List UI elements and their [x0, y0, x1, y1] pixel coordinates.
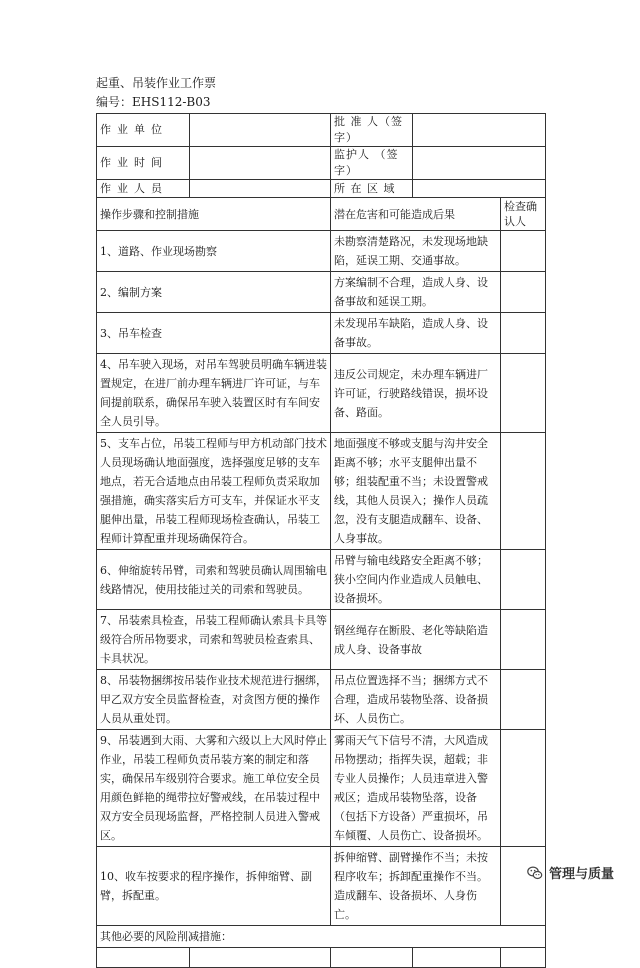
document-title: 起重、吊装作业工作票	[96, 76, 217, 90]
column-header-hazards: 潜在危害和可能造成后果	[331, 198, 501, 231]
hazard-cell: 违反公司规定，未办理车辆进厂许可证，行驶路线错误，损坏设备、路面。	[331, 354, 501, 433]
confirm-cell[interactable]	[501, 354, 546, 433]
work-permit-table	[96, 113, 546, 968]
column-header-row	[97, 198, 546, 231]
confirm-cell[interactable]	[501, 847, 546, 926]
step-cell: 3、吊车检查	[97, 313, 331, 354]
info-value-time[interactable]	[190, 147, 331, 180]
step-cell: 4、吊车驶入现场，对吊车驾驶员明确车辆进装置规定，在进厂前办理车辆进厂许可证，与车间提前联系，确保吊车驶入装置区时有车间安全人员引导。	[97, 354, 331, 433]
info-label-time: 作业时间	[97, 147, 190, 180]
column-header-steps: 操作步骤和控制措施	[97, 198, 331, 231]
info-value-guardian[interactable]	[413, 147, 546, 180]
wechat-icon	[527, 865, 543, 881]
step-cell: 7、吊装索具检查，吊装工程师确认索具卡具等级符合所吊物要求，司索和驾驶员检查索具、卡具状况。	[97, 610, 331, 670]
table-row	[97, 272, 546, 313]
other-measures-cell[interactable]	[97, 948, 190, 968]
table-row	[97, 610, 546, 670]
other-measures-entry-row	[97, 948, 546, 968]
hazard-cell: 拆伸缩臂、副臂操作不当；未按程序收车；拆卸配重操作不当。造成翻车、设备损坏、人身伤亡。	[331, 847, 501, 926]
info-label-area: 所 在 区 域	[331, 180, 413, 198]
watermark-text: 管理与质量	[548, 867, 614, 882]
other-measures-cell[interactable]	[501, 948, 546, 968]
info-value-approver[interactable]	[413, 114, 546, 147]
table-row	[97, 550, 546, 610]
hazard-cell: 未发现吊车缺陷，造成人身、设备事故。	[331, 313, 501, 354]
table-row	[97, 847, 546, 926]
step-cell: 9、吊装遇到大雨、大雾和六级以上大风时停止作业，吊装工程师负责吊装方案的制定和落实，确保吊车级别符合要求。施工单位安全员用颜色鲜艳的绳带拉好警戒线，在吊装过程中双方安全员现场监督，严格控制人员进入警戒区。	[97, 730, 331, 847]
table-row	[97, 730, 546, 847]
step-cell: 6、伸缩旋转吊臂，司索和驾驶员确认周围输电线路情况，使用技能过关的司索和驾驶员。	[97, 550, 331, 610]
info-value-unit[interactable]	[190, 114, 331, 147]
table-row	[97, 231, 546, 272]
confirm-cell[interactable]	[501, 433, 546, 550]
table-row	[97, 354, 546, 433]
hazard-cell: 钢丝绳存在断股、老化等缺陷造成人身、设备事故	[331, 610, 501, 670]
info-label-unit: 作业单位	[97, 114, 190, 147]
step-cell: 10、收车按要求的程序操作，拆伸缩臂、副臂，拆配重。	[97, 847, 331, 926]
document-header	[96, 74, 216, 112]
info-label-guardian: 监护人 （签字）	[331, 147, 413, 180]
table-row	[97, 670, 546, 730]
info-row-unit	[97, 114, 546, 147]
hazard-cell: 未勘察清楚路况，未发现场地缺陷，延误工期、交通事故。	[331, 231, 501, 272]
step-cell: 8、吊装物捆绑按吊装作业技术规范进行捆绑，甲乙双方安全员监督检查，对贪图方便的操作人员从重处罚。	[97, 670, 331, 730]
info-label-personnel: 作业人员	[97, 180, 190, 198]
other-measures-cell[interactable]	[331, 948, 413, 968]
step-cell: 1、道路、作业现场勘察	[97, 231, 331, 272]
hazard-cell: 方案编制不合理，造成人身、设备事故和延误工期。	[331, 272, 501, 313]
step-cell: 5、支车占位，吊装工程师与甲方机动部门技术人员现场确认地面强度，选择强度足够的支车地点，若无合适地点由吊装工程师负责采取加强措施，确实落实后方可支车，并保证水平支腿伸出量，吊装工程师现场检查确认，吊装工程师计算配重并现场确保符合。	[97, 433, 331, 550]
hazard-cell: 雾雨天气下信号不清，大风造成吊物摆动；指挥失误，超载；非专业人员操作；人员违章进入警戒区；造成吊装物坠落，设备（包括下方设备）严重损坏，吊车倾覆、人员伤亡、设备损坏。	[331, 730, 501, 847]
info-row-time	[97, 147, 546, 180]
other-measures-cell[interactable]	[190, 948, 331, 968]
info-value-area[interactable]	[413, 180, 546, 198]
confirm-cell[interactable]	[501, 313, 546, 354]
table-row	[97, 433, 546, 550]
confirm-cell[interactable]	[501, 550, 546, 610]
confirm-cell[interactable]	[501, 272, 546, 313]
other-measures-cell[interactable]	[413, 948, 501, 968]
column-header-confirm: 检查确认人	[501, 198, 546, 231]
confirm-cell[interactable]	[501, 610, 546, 670]
confirm-cell[interactable]	[501, 231, 546, 272]
info-row-personnel	[97, 180, 546, 198]
hazard-cell: 地面强度不够或支腿与沟井安全距离不够；水平支腿伸出量不够；组装配重不当；未设置警戒线，其他人员误入；操作人员疏忽，没有支腿造成翻车、设备、人身事故。	[331, 433, 501, 550]
confirm-cell[interactable]	[501, 670, 546, 730]
document-number: 编号：EHS112-B03	[96, 95, 211, 109]
info-label-approver: 批 准 人（签字）	[331, 114, 413, 147]
info-value-personnel[interactable]	[190, 180, 331, 198]
watermark	[527, 863, 614, 882]
other-measures-row	[97, 926, 546, 948]
table-row	[97, 313, 546, 354]
step-cell: 2、编制方案	[97, 272, 331, 313]
hazard-cell: 吊臂与输电线路安全距离不够；狭小空间内作业造成人员触电、设备损坏。	[331, 550, 501, 610]
other-measures-label: 其他必要的风险削减措施：	[97, 926, 546, 948]
hazard-cell: 吊点位置选择不当；捆绑方式不合理，造成吊装物坠落、设备损坏、人员伤亡。	[331, 670, 501, 730]
confirm-cell[interactable]	[501, 730, 546, 847]
